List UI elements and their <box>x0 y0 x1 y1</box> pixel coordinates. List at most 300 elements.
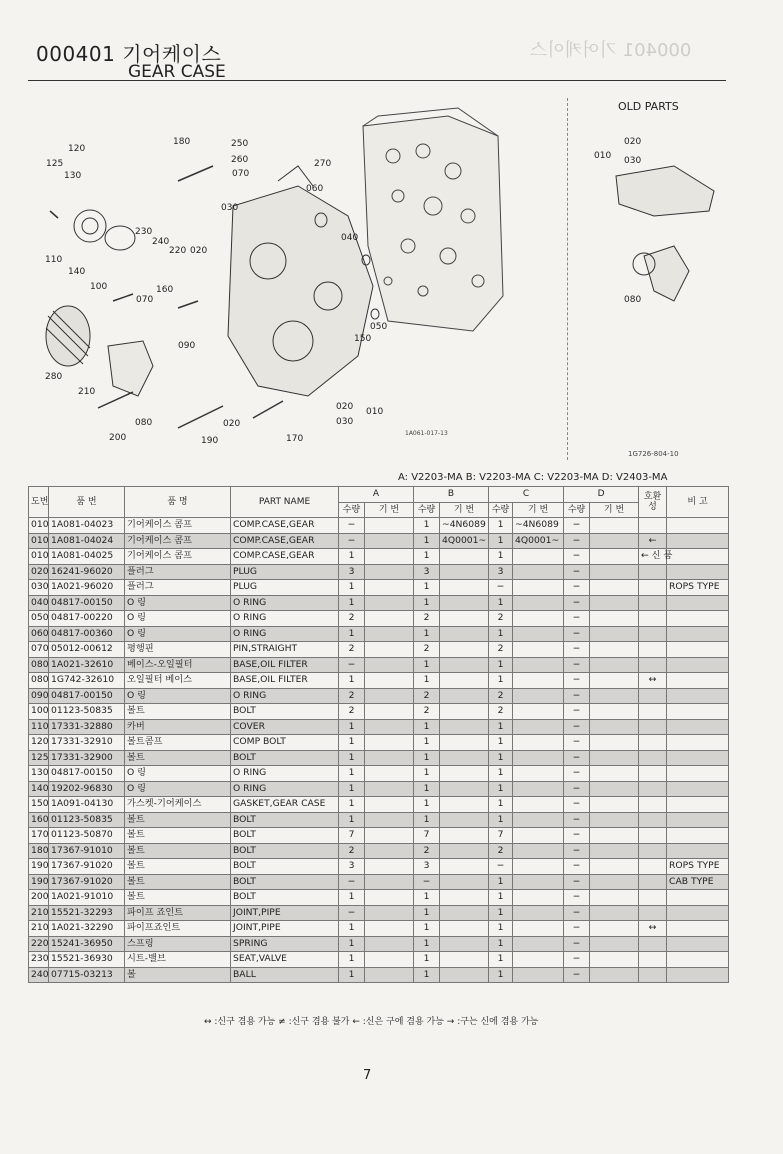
cell-b-serial <box>440 673 489 689</box>
cell-b-qty: 1 <box>414 735 440 751</box>
cell-d-qty: − <box>564 595 590 611</box>
cell-c-qty: 2 <box>489 611 513 627</box>
table-row <box>29 533 729 549</box>
table-row <box>29 642 729 658</box>
col-qty: 수량 <box>414 502 440 518</box>
page-number: 7 <box>363 1068 372 1083</box>
cell-remarks <box>667 843 729 859</box>
cell-b-qty: 1 <box>414 673 440 689</box>
table-row <box>29 890 729 906</box>
cell-part-no: 04817-00220 <box>49 611 125 627</box>
cell-c-serial <box>513 657 564 673</box>
svg-text:280: 280 <box>45 372 63 382</box>
cell-b-serial <box>440 564 489 580</box>
cell-kor-name: 볼트 <box>125 859 231 875</box>
cell-part-no: 1A081-04024 <box>49 533 125 549</box>
svg-text:020: 020 <box>624 137 642 147</box>
cell-kor-name: 볼트 <box>125 843 231 859</box>
cell-d-qty: − <box>564 688 590 704</box>
cell-ref: 190 <box>29 874 49 890</box>
cell-kor-name: 파이프 죠인트 <box>125 905 231 921</box>
cell-kor-name: O 링 <box>125 626 231 642</box>
table-row <box>29 874 729 890</box>
cell-a-serial <box>365 843 414 859</box>
cell-ref: 010 <box>29 518 49 534</box>
cell-interchange <box>639 735 667 751</box>
cell-part-name: JOINT,PIPE <box>231 905 339 921</box>
cell-b-qty: 2 <box>414 642 440 658</box>
cell-a-qty: 2 <box>339 611 365 627</box>
cell-kor-name: 가스켓-기어케이스 <box>125 797 231 813</box>
cell-part-name: BASE,OIL FILTER <box>231 657 339 673</box>
cell-ref: 010 <box>29 549 49 565</box>
cell-a-qty: 2 <box>339 704 365 720</box>
cell-part-name: PIN,STRAIGHT <box>231 642 339 658</box>
cell-ref: 160 <box>29 812 49 828</box>
cell-b-qty: 2 <box>414 688 440 704</box>
cell-interchange <box>639 952 667 968</box>
cell-part-name: O RING <box>231 595 339 611</box>
cell-remarks: CAB TYPE <box>667 874 729 890</box>
table-row <box>29 905 729 921</box>
cell-part-name: O RING <box>231 688 339 704</box>
table-row <box>29 673 729 689</box>
bleed-through-text: 000401 기어케이스 <box>530 40 692 61</box>
cell-remarks <box>667 828 729 844</box>
cell-c-serial <box>513 595 564 611</box>
cell-d-serial <box>590 921 639 937</box>
cell-d-serial <box>590 874 639 890</box>
svg-text:020: 020 <box>190 246 208 256</box>
cell-d-serial <box>590 797 639 813</box>
cell-kor-name: 볼트 <box>125 828 231 844</box>
cell-a-qty: − <box>339 657 365 673</box>
cell-a-serial <box>365 595 414 611</box>
cell-part-no: 1A021-32290 <box>49 921 125 937</box>
cell-c-serial <box>513 967 564 983</box>
cell-interchange <box>639 890 667 906</box>
cell-part-no: 01123-50835 <box>49 704 125 720</box>
cell-d-serial <box>590 952 639 968</box>
cell-kor-name: 기어케이스 콤프 <box>125 533 231 549</box>
cell-b-qty: 1 <box>414 890 440 906</box>
cell-part-no: 17331-32880 <box>49 719 125 735</box>
cell-remarks <box>667 890 729 906</box>
cell-a-qty: 2 <box>339 843 365 859</box>
cell-a-serial <box>365 812 414 828</box>
cell-a-qty: 1 <box>339 890 365 906</box>
cell-interchange <box>639 704 667 720</box>
cell-ref: 020 <box>29 564 49 580</box>
old-parts-diagram <box>574 96 734 456</box>
cell-part-name: COMP BOLT <box>231 735 339 751</box>
svg-text:140: 140 <box>68 267 86 277</box>
cell-a-qty: 3 <box>339 564 365 580</box>
cell-b-serial <box>440 967 489 983</box>
cell-d-serial <box>590 735 639 751</box>
cell-c-serial: ~4N6089 <box>513 518 564 534</box>
cell-d-qty: − <box>564 766 590 782</box>
cell-b-qty: 1 <box>414 905 440 921</box>
cell-d-qty: − <box>564 874 590 890</box>
cell-a-serial <box>365 642 414 658</box>
page-title: 000401 기어케이스 <box>36 42 222 66</box>
cell-ref: 150 <box>29 797 49 813</box>
cell-remarks <box>667 967 729 983</box>
col-interchange: 호환성 <box>639 487 667 518</box>
cell-b-serial <box>440 642 489 658</box>
exploded-diagram <box>28 96 568 456</box>
cell-interchange: ← <box>639 533 667 549</box>
cell-d-qty: − <box>564 936 590 952</box>
oil-filter <box>46 306 90 366</box>
cell-b-qty: 1 <box>414 781 440 797</box>
cell-d-serial <box>590 642 639 658</box>
cell-b-qty: 1 <box>414 921 440 937</box>
table-row <box>29 688 729 704</box>
cell-remarks <box>667 766 729 782</box>
cell-d-serial <box>590 657 639 673</box>
cell-remarks <box>667 735 729 751</box>
svg-text:240: 240 <box>152 237 170 247</box>
cell-b-serial <box>440 657 489 673</box>
cell-c-qty: 2 <box>489 642 513 658</box>
cell-b-qty: 1 <box>414 626 440 642</box>
cell-ref: 125 <box>29 750 49 766</box>
cell-c-qty: 2 <box>489 843 513 859</box>
cell-b-qty: 2 <box>414 843 440 859</box>
svg-text:050: 050 <box>370 322 388 332</box>
svg-text:190: 190 <box>201 436 219 446</box>
svg-text:125: 125 <box>46 159 64 169</box>
cell-interchange <box>639 642 667 658</box>
cell-part-name: O RING <box>231 766 339 782</box>
cell-a-serial <box>365 626 414 642</box>
cell-ref: 230 <box>29 952 49 968</box>
cell-b-serial <box>440 828 489 844</box>
col-qty: 수량 <box>489 502 513 518</box>
cell-d-serial <box>590 843 639 859</box>
cell-b-qty: 1 <box>414 766 440 782</box>
cell-a-serial <box>365 967 414 983</box>
cell-remarks <box>667 952 729 968</box>
cell-d-qty: − <box>564 580 590 596</box>
cell-kor-name: 볼트 <box>125 812 231 828</box>
table-row <box>29 735 729 751</box>
cell-ref: 240 <box>29 967 49 983</box>
cell-d-qty: − <box>564 952 590 968</box>
interchange-legend: ↔ :신구 겸용 가능 ≠ :신구 겸용 불가 ← :신은 구에 겸용 가능 → :구는 신에 겸용 가능 <box>204 1017 539 1027</box>
cell-c-qty: 1 <box>489 797 513 813</box>
svg-text:040: 040 <box>341 233 359 243</box>
cell-c-qty: 1 <box>489 719 513 735</box>
cell-d-serial <box>590 564 639 580</box>
cell-part-name: BOLT <box>231 704 339 720</box>
table-row <box>29 719 729 735</box>
cell-interchange <box>639 967 667 983</box>
cell-kor-name: O 링 <box>125 766 231 782</box>
cell-c-qty: 1 <box>489 735 513 751</box>
cell-a-qty: 1 <box>339 921 365 937</box>
cell-part-no: 16241-96020 <box>49 564 125 580</box>
cell-c-serial <box>513 719 564 735</box>
cell-a-qty: 1 <box>339 719 365 735</box>
cell-d-qty: − <box>564 518 590 534</box>
cell-c-serial <box>513 843 564 859</box>
cell-part-name: BALL <box>231 967 339 983</box>
old-parts-title: OLD PARTS <box>618 100 679 113</box>
cell-interchange <box>639 626 667 642</box>
cell-part-name: COMP.CASE,GEAR <box>231 518 339 534</box>
cell-b-serial <box>440 890 489 906</box>
section-divider <box>567 98 568 460</box>
cell-part-no: 15521-32293 <box>49 905 125 921</box>
col-ref: 도번 <box>29 487 49 518</box>
svg-text:200: 200 <box>109 433 127 443</box>
cell-c-serial <box>513 890 564 906</box>
cell-a-serial <box>365 797 414 813</box>
cell-interchange <box>639 859 667 875</box>
cell-d-serial <box>590 828 639 844</box>
cell-b-serial <box>440 735 489 751</box>
engine-block <box>363 108 503 331</box>
cell-c-serial <box>513 626 564 642</box>
cell-c-qty: 1 <box>489 766 513 782</box>
filter-base <box>108 341 153 396</box>
cell-c-serial <box>513 642 564 658</box>
svg-text:160: 160 <box>156 285 174 295</box>
svg-text:180: 180 <box>173 137 191 147</box>
cell-kor-name: 볼 <box>125 967 231 983</box>
cell-b-serial <box>440 611 489 627</box>
cell-interchange <box>639 719 667 735</box>
cell-d-qty: − <box>564 735 590 751</box>
cell-b-qty: 1 <box>414 549 440 565</box>
table-row <box>29 549 729 565</box>
cell-d-serial <box>590 595 639 611</box>
cell-part-no: 17331-32910 <box>49 735 125 751</box>
cell-c-qty: 1 <box>489 967 513 983</box>
cell-remarks <box>667 936 729 952</box>
cell-c-qty: 7 <box>489 828 513 844</box>
cell-part-no: 1A021-32610 <box>49 657 125 673</box>
cell-remarks: ROPS TYPE <box>667 859 729 875</box>
cell-kor-name: O 링 <box>125 688 231 704</box>
cell-ref: 050 <box>29 611 49 627</box>
cell-c-serial <box>513 750 564 766</box>
cell-kor-name: 볼트 <box>125 874 231 890</box>
cell-remarks <box>667 719 729 735</box>
cell-a-serial <box>365 518 414 534</box>
cell-ref: 180 <box>29 843 49 859</box>
cell-d-serial <box>590 611 639 627</box>
cell-a-qty: − <box>339 874 365 890</box>
cell-ref: 120 <box>29 735 49 751</box>
col-group-a: A <box>339 487 414 503</box>
title-divider <box>28 80 726 81</box>
cell-ref: 040 <box>29 595 49 611</box>
cell-part-name: BOLT <box>231 828 339 844</box>
cell-part-name: COMP.CASE,GEAR <box>231 533 339 549</box>
cell-part-no: 19202-96830 <box>49 781 125 797</box>
cell-d-serial <box>590 704 639 720</box>
cell-d-qty: − <box>564 843 590 859</box>
cell-d-serial <box>590 673 639 689</box>
cell-a-serial <box>365 533 414 549</box>
cell-kor-name: 평행핀 <box>125 642 231 658</box>
cell-d-serial <box>590 859 639 875</box>
cell-d-qty: − <box>564 533 590 549</box>
cell-part-name: BOLT <box>231 843 339 859</box>
cell-a-qty: 3 <box>339 859 365 875</box>
table-row <box>29 750 729 766</box>
cell-remarks <box>667 688 729 704</box>
svg-text:080: 080 <box>135 418 153 428</box>
svg-text:220: 220 <box>169 246 187 256</box>
cell-kor-name: 볼트 <box>125 890 231 906</box>
svg-text:130: 130 <box>64 171 82 181</box>
col-part-no: 품 번 <box>49 487 125 518</box>
svg-text:070: 070 <box>232 169 250 179</box>
cell-b-qty: 2 <box>414 611 440 627</box>
cell-part-no: 01123-50835 <box>49 812 125 828</box>
cell-a-qty: 1 <box>339 673 365 689</box>
table-row <box>29 967 729 983</box>
cell-interchange <box>639 843 667 859</box>
cell-kor-name: 베이스-오일필터 <box>125 657 231 673</box>
cell-c-serial <box>513 673 564 689</box>
table-row <box>29 797 729 813</box>
cell-c-qty: − <box>489 580 513 596</box>
cell-c-qty: 1 <box>489 921 513 937</box>
col-group-d: D <box>564 487 639 503</box>
cell-part-no: 1A021-96020 <box>49 580 125 596</box>
cell-a-qty: 1 <box>339 797 365 813</box>
svg-text:210: 210 <box>78 387 96 397</box>
cell-part-no: 04817-00150 <box>49 766 125 782</box>
cell-a-qty: 2 <box>339 642 365 658</box>
cell-b-serial <box>440 781 489 797</box>
svg-text:080: 080 <box>624 295 642 305</box>
cell-ref: 070 <box>29 642 49 658</box>
cell-d-qty: − <box>564 673 590 689</box>
table-row <box>29 626 729 642</box>
cell-kor-name: 파이프죠인트 <box>125 921 231 937</box>
cell-c-serial <box>513 704 564 720</box>
cell-c-serial <box>513 564 564 580</box>
cell-kor-name: 플러그 <box>125 564 231 580</box>
cell-d-serial <box>590 518 639 534</box>
cell-interchange: ← 신 품 <box>639 549 667 565</box>
cell-ref: 200 <box>29 890 49 906</box>
cell-d-serial <box>590 688 639 704</box>
cell-b-qty: 3 <box>414 564 440 580</box>
cell-d-qty: − <box>564 812 590 828</box>
cell-b-serial <box>440 936 489 952</box>
cell-c-qty: − <box>489 859 513 875</box>
svg-text:170: 170 <box>286 434 304 444</box>
cell-remarks <box>667 797 729 813</box>
cell-b-serial <box>440 719 489 735</box>
cell-part-no: 17331-32900 <box>49 750 125 766</box>
cell-d-qty: − <box>564 704 590 720</box>
cell-c-serial <box>513 874 564 890</box>
cell-b-serial <box>440 549 489 565</box>
svg-text:060: 060 <box>306 184 324 194</box>
cell-a-qty: 1 <box>339 936 365 952</box>
cell-kor-name: 카버 <box>125 719 231 735</box>
cell-d-serial <box>590 936 639 952</box>
cell-part-name: COMP.CASE,GEAR <box>231 549 339 565</box>
cell-part-no: 04817-00150 <box>49 595 125 611</box>
cell-c-serial <box>513 781 564 797</box>
cell-kor-name: 플러그 <box>125 580 231 596</box>
cell-b-serial: ~4N6089 <box>440 518 489 534</box>
cell-part-name: BOLT <box>231 874 339 890</box>
cell-a-serial <box>365 936 414 952</box>
cell-b-qty: 1 <box>414 797 440 813</box>
cell-part-name: O RING <box>231 626 339 642</box>
cell-a-serial <box>365 611 414 627</box>
cell-part-no: 15521-36930 <box>49 952 125 968</box>
cell-remarks <box>667 642 729 658</box>
cell-a-qty: − <box>339 905 365 921</box>
cell-a-serial <box>365 735 414 751</box>
cell-d-serial <box>590 967 639 983</box>
cell-part-no: 1A081-04025 <box>49 549 125 565</box>
cell-interchange <box>639 781 667 797</box>
svg-text:260: 260 <box>231 155 249 165</box>
col-group-b: B <box>414 487 489 503</box>
cell-remarks <box>667 905 729 921</box>
cell-a-qty: − <box>339 533 365 549</box>
cell-remarks <box>667 781 729 797</box>
cell-part-no: 17367-91020 <box>49 859 125 875</box>
svg-text:270: 270 <box>314 159 332 169</box>
old-diagram-code: 1G726-804-10 <box>628 450 679 458</box>
cell-c-serial <box>513 952 564 968</box>
cell-remarks <box>667 704 729 720</box>
col-part-name: PART NAME <box>231 487 339 518</box>
cell-remarks <box>667 921 729 937</box>
cell-part-no: 1A091-04130 <box>49 797 125 813</box>
cell-c-serial <box>513 812 564 828</box>
cell-c-serial <box>513 611 564 627</box>
cell-a-serial <box>365 781 414 797</box>
cell-d-serial <box>590 580 639 596</box>
cell-interchange <box>639 518 667 534</box>
cell-c-qty: 1 <box>489 812 513 828</box>
cell-remarks <box>667 564 729 580</box>
svg-text:010: 010 <box>594 151 612 161</box>
table-row <box>29 952 729 968</box>
cell-remarks <box>667 533 729 549</box>
cell-d-qty: − <box>564 781 590 797</box>
col-qty: 수량 <box>339 502 365 518</box>
cell-part-no: 1G742-32610 <box>49 673 125 689</box>
cell-part-no: 07715-03213 <box>49 967 125 983</box>
cell-b-serial <box>440 580 489 596</box>
cell-kor-name: 기어케이스 콤프 <box>125 549 231 565</box>
svg-text:110: 110 <box>45 255 63 265</box>
cell-ref: 100 <box>29 704 49 720</box>
table-row <box>29 921 729 937</box>
cell-ref: 080 <box>29 673 49 689</box>
cell-interchange <box>639 874 667 890</box>
cell-a-serial <box>365 704 414 720</box>
cell-c-serial <box>513 905 564 921</box>
cell-b-qty: 1 <box>414 657 440 673</box>
